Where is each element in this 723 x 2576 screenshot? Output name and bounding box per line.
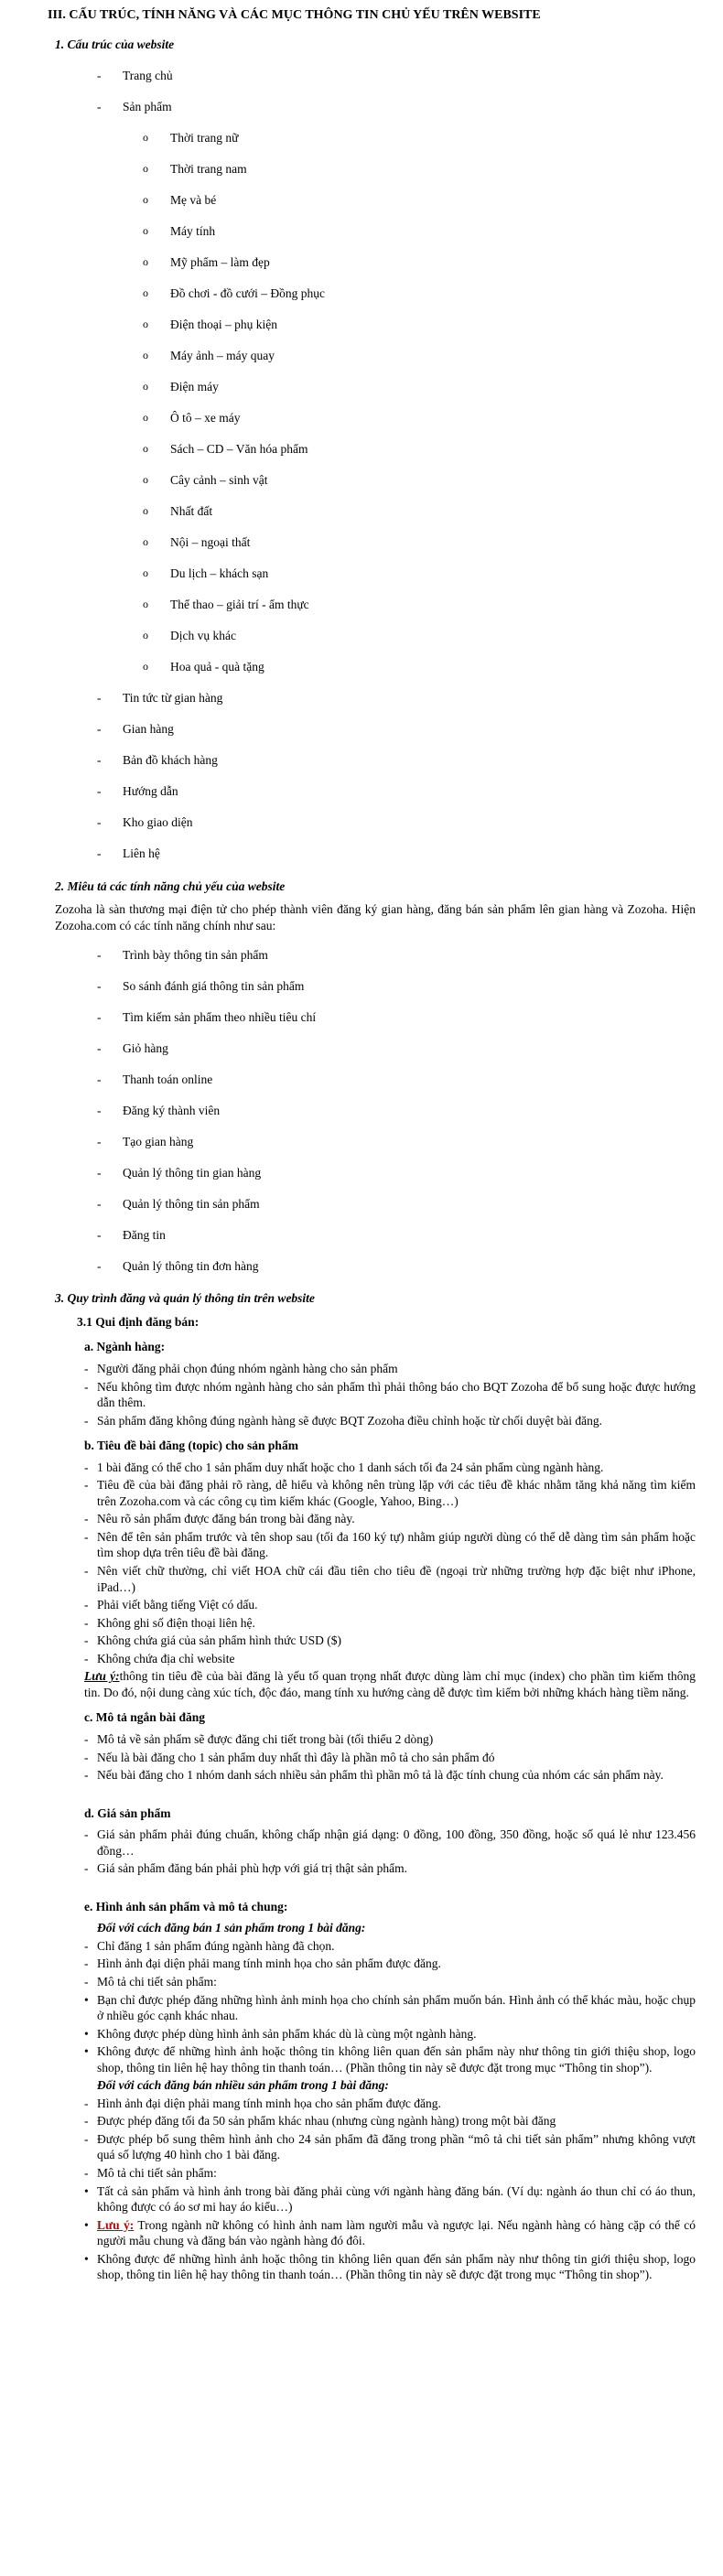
feature-item: - Giỏ hàng — [48, 1032, 696, 1063]
category-list — [48, 123, 696, 683]
single-product-list — [48, 1938, 696, 1990]
category-item: o Du lịch – khách sạn — [48, 558, 696, 589]
industry-list — [48, 1361, 696, 1428]
category-item: o Điện thoại – phụ kiện — [48, 309, 696, 340]
single-product-bullets — [48, 1992, 696, 2076]
topic-heading: b. Tiêu đề bài đăng (topic) cho sản phẩm — [84, 1439, 298, 1453]
list-item: - Nếu bài đăng cho 1 nhóm danh sách nhiều sản phẩm thì phần mô tả là đặc tính chung của nhóm các sản phẩm này. — [48, 1767, 696, 1784]
note-text: Trong ngành nữ không có hình ảnh nam làm người mẫu và ngược lại. Nếu ngành hàng có hàng cặp có thể có người mẫu chung và đăng bán vào ngành hàng đó đôi. — [97, 2217, 696, 2248]
feature-item: - Tạo gian hàng — [48, 1126, 696, 1157]
list-item: - Được phép bổ sung thêm hình ảnh cho 24 sản phẩm đã đăng trong phần “mô tả chi tiết sản phẩm” nhưng không vượt quá số lượng 40 hình cho 1 bài đăng. — [48, 2131, 696, 2163]
list-item: - Tiêu đề của bài đăng phải rõ ràng, dễ hiểu và không nên trùng lặp với các tiêu đề khác nhằm tăng khả năng tìm kiếm trên Zozoha.com và các công cụ tìm kiếm khác (Google, Yahoo, Bing…) — [48, 1477, 696, 1509]
list-item: • Không được phép dùng hình ảnh sản phẩm khác dù là cùng một ngành hàng. — [48, 2026, 696, 2042]
feature-item: - Quản lý thông tin gian hàng — [48, 1157, 696, 1188]
list-item: • Không được để những hình ảnh hoặc thông tin không liên quan đến sản phẩm này như thông tin giới thiệu shop, logo shop, thông tin liên hệ hay thông tin thanh toán… (Phần thông tin này sẽ được đặt trong mục “Thông tin shop”). — [48, 2043, 696, 2075]
list-item: - Tin tức từ gian hàng — [48, 683, 696, 714]
list-item: - Liên hệ — [48, 838, 696, 869]
feature-item: - Đăng ký thành viên — [48, 1094, 696, 1126]
list-item: - Bản đồ khách hàng — [48, 745, 696, 776]
note-text: thông tin tiêu đề của bài đăng là yếu tố quan trọng nhất được dùng làm chỉ mục (index) cho phần tìm kiếm thông tin. Do đó, nội dung càng xúc tích, độc đáo, mang tính xu hướng càng dễ được tìm kiếm bởi những khách hàng tiềm năng. — [84, 1669, 696, 1699]
images-heading: e. Hình ảnh sản phẩm và mô tả chung: — [84, 1899, 288, 1913]
category-item: o Cây cảnh – sinh vật — [48, 465, 696, 496]
feature-item: - Quản lý thông tin sản phẩm — [48, 1188, 696, 1219]
feature-item: - Đăng tin — [48, 1219, 696, 1250]
category-item: o Thể thao – giải trí - ẩm thực — [48, 589, 696, 620]
note-label: Lưu ý: — [84, 1669, 120, 1684]
category-item: o Thời trang nam — [48, 154, 696, 185]
list-item: • Tất cả sản phẩm và hình ảnh trong bài đăng phải cùng với ngành hàng đăng bán. (Ví dụ: ngành áo thun chỉ có áo thun, không được có áo sơ mi hay áo kiểu…) — [48, 2183, 696, 2215]
industry-heading: a. Ngành hàng: — [84, 1340, 166, 1354]
list-item: - Nếu là bài đăng cho 1 sản phẩm duy nhất thì đây là phần mô tả cho sản phẩm đó — [48, 1750, 696, 1766]
list-item: - Không chứa giá của sản phẩm hình thức USD ($) — [48, 1633, 696, 1649]
structure-heading: 1. Cấu trúc của website — [55, 38, 175, 52]
topic-note — [84, 1668, 696, 1700]
category-item: o Sách – CD – Văn hóa phẩm — [48, 434, 696, 465]
feature-item: - Trình bày thông tin sản phẩm — [48, 939, 696, 970]
category-item: o Mỹ phẩm – làm đẹp — [48, 247, 696, 278]
category-item: o Thời trang nữ — [48, 123, 696, 154]
process-heading: 3. Quy trình đăng và quản lý thông tin trên website — [55, 1291, 315, 1306]
structure-list — [48, 60, 696, 123]
list-item: - Mô tả chi tiết sản phẩm: — [48, 2165, 696, 2182]
features-intro: Zozoha là sàn thương mại điện tử cho phép thành viên đăng ký gian hàng, đăng bán sản phẩm lên gian hàng và Zozoha. Hiện Zozoha.com có các tính năng chính như sau: — [55, 902, 696, 932]
list-item: - Người đăng phải chọn đúng nhóm ngành hàng cho sản phẩm — [48, 1361, 696, 1377]
list-item: - Hướng dẫn — [48, 776, 696, 807]
feature-item: - Thanh toán online — [48, 1063, 696, 1094]
price-list — [48, 1827, 696, 1877]
list-item: - Nêu rõ sản phẩm được đăng bán trong bài đăng này. — [48, 1511, 696, 1527]
list-item: • Không được để những hình ảnh hoặc thông tin không liên quan đến sản phẩm này như thông tin giới thiệu shop, logo shop, thông tin liên hệ hay thông tin thanh toán… (Phần thông tin này sẽ được đặt trong mục “Thông tin shop”). — [48, 2251, 696, 2283]
multi-product-list — [48, 2096, 696, 2182]
category-item: o Ô tô – xe máy — [48, 403, 696, 434]
category-item: o Điện máy — [48, 372, 696, 403]
multi-product-bullets — [48, 2183, 696, 2283]
list-item: - Giá sản phẩm đăng bán phải phù hợp với giá trị thật sản phẩm. — [48, 1860, 696, 1877]
note-label: Lưu ý: — [97, 2217, 135, 2232]
feature-list — [48, 939, 696, 1281]
list-item: - Nên để tên sản phẩm trước và tên shop sau (tối đa 160 ký tự) nhằm giúp người dùng có thể dễ dàng tìm sản phẩm hoặc tìm shop dựa trên tiêu đề bài đăng. — [48, 1529, 696, 1561]
structure-list-rest — [48, 683, 696, 869]
list-item: - Giá sản phẩm phải đúng chuẩn, không chấp nhận giá dạng: 0 đồng, 100 đồng, 350 đồng, hoặc số quá lẻ như 123.456 đồng… — [48, 1827, 696, 1859]
category-item: o Máy tính — [48, 216, 696, 247]
category-item: o Nhất đất — [48, 496, 696, 527]
multi-product-heading: Đối với cách đăng bán nhiều sản phẩm trong 1 bài đăng: — [97, 2078, 389, 2093]
features-heading: 2. Miêu tả các tính năng chủ yếu của website — [55, 878, 286, 893]
short-desc-list — [48, 1731, 696, 1784]
category-item: o Đồ chơi - đồ cưới – Đồng phục — [48, 278, 696, 309]
list-item: - Kho giao diện — [48, 807, 696, 838]
list-item: - Hình ảnh đại diện phải mang tính minh họa cho sản phẩm được đăng. — [48, 1956, 696, 1972]
list-item: - Mô tả chi tiết sản phẩm: — [48, 1974, 696, 1990]
list-item: - Mô tả về sản phẩm sẽ được đăng chi tiết trong bài (tối thiểu 2 dòng) — [48, 1731, 696, 1748]
list-item: - Được phép đăng tối đa 50 sản phẩm khác nhau (nhưng cùng ngành hàng) trong một bài đăng — [48, 2113, 696, 2129]
list-item: - Hình ảnh đại diện phải mang tính minh họa cho sản phẩm được đăng. — [48, 2096, 696, 2112]
feature-item: - So sánh đánh giá thông tin sản phẩm — [48, 970, 696, 1001]
list-item: - 1 bài đăng có thể cho 1 sản phẩm duy nhất hoặc cho 1 danh sách tối đa 24 sản phẩm cùng ngành hàng. — [48, 1460, 696, 1476]
short-desc-heading: c. Mô tả ngắn bài đăng — [84, 1710, 206, 1725]
feature-item: - Quản lý thông tin đơn hàng — [48, 1250, 696, 1281]
list-item: - Sản phẩm đăng không đúng ngành hàng sẽ được BQT Zozoha điều chỉnh hoặc từ chối duyệt bài đăng. — [48, 1413, 696, 1429]
list-item: • Bạn chỉ được phép đăng những hình ảnh minh họa cho chính sản phẩm muốn bán. Hình ảnh có thể khác màu, hoặc chụp ở nhiều góc cạnh khác nhau. — [48, 1992, 696, 2024]
section-title: III. CẤU TRÚC, TÍNH NĂNG VÀ CÁC MỤC THÔNG TIN CHỦ YẾU TRÊN WEBSITE — [48, 8, 541, 22]
list-item: - Sản phẩm — [48, 92, 696, 123]
category-item: o Hoa quả - quà tặng — [48, 652, 696, 683]
list-item: - Nếu không tìm được nhóm ngành hàng cho sản phẩm thì phải thông báo cho BQT Zozoha để bổ sung hoặc được hướng dẫn thêm. — [48, 1379, 696, 1411]
list-item: - Gian hàng — [48, 714, 696, 745]
list-item: - Trang chủ — [48, 60, 696, 92]
topic-list — [48, 1460, 696, 1667]
category-item: o Máy ảnh – máy quay — [48, 340, 696, 372]
single-product-heading: Đối với cách đăng bán 1 sản phẩm trong 1 bài đăng: — [97, 1921, 366, 1935]
list-item — [48, 2217, 696, 2249]
price-heading: d. Giá sản phẩm — [84, 1805, 171, 1820]
rules-heading: 3.1 Qui định đăng bán: — [77, 1314, 200, 1329]
feature-item: - Tìm kiếm sản phẩm theo nhiều tiêu chí — [48, 1001, 696, 1032]
category-item: o Dịch vụ khác — [48, 620, 696, 652]
list-item: - Phải viết bằng tiếng Việt có dấu. — [48, 1597, 696, 1613]
list-item: - Nên viết chữ thường, chỉ viết HOA chữ cái đầu tiên cho tiêu đề (ngoại trừ những trường hợp đặc biệt như iPhone, iPad…) — [48, 1563, 696, 1595]
category-item: o Mẹ và bé — [48, 185, 696, 216]
list-item: - Không chứa địa chỉ website — [48, 1651, 696, 1667]
list-item: - Không ghi số điện thoại liên hệ. — [48, 1615, 696, 1632]
list-item: - Chỉ đăng 1 sản phẩm đúng ngành hàng đã chọn. — [48, 1938, 696, 1955]
category-item: o Nội – ngoại thất — [48, 527, 696, 558]
